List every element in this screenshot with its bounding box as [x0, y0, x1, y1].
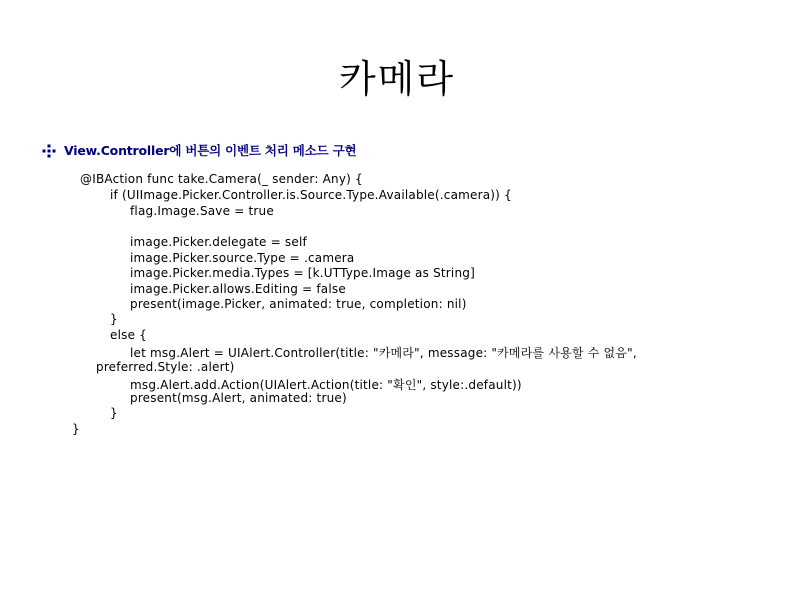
- code-line: msg.Alert.add.Action(UIAlert.Action(title: "확인", style:.default)): [130, 378, 522, 392]
- code-line: flag.Image.Save = true: [130, 204, 274, 218]
- bullet-text: View.Controller에 버튼의 이벤트 처리 메소드 구현: [64, 143, 357, 158]
- code-line: preferred.Style: .alert): [96, 360, 235, 374]
- code-line: image.Picker.allows.Editing = false: [130, 282, 346, 296]
- code-line: image.Picker.delegate = self: [130, 235, 307, 249]
- code-line: image.Picker.source.Type = .camera: [130, 251, 355, 265]
- code-line: present(image.Picker, animated: true, completion: nil): [130, 297, 467, 311]
- diamond-bullet-icon: [42, 143, 56, 157]
- code-line: }: [110, 312, 118, 326]
- code-line: else {: [110, 328, 148, 342]
- code-line: }: [110, 406, 118, 420]
- code-line: let msg.Alert = UIAlert.Controller(title: "카메라", message: "카메라를 사용할 수 없음",: [130, 346, 637, 360]
- code-line: }: [72, 422, 80, 436]
- code-line: present(msg.Alert, animated: true): [130, 391, 347, 405]
- slide-title: 카메라: [338, 57, 456, 101]
- code-line: @IBAction func take.Camera(_ sender: Any) {: [80, 172, 363, 186]
- code-line: if (UIImage.Picker.Controller.is.Source.Type.Available(.camera)) {: [110, 188, 512, 202]
- code-line: image.Picker.media.Types = [k.UTType.Image as String]: [130, 266, 475, 280]
- bullet-item: [42, 141, 356, 159]
